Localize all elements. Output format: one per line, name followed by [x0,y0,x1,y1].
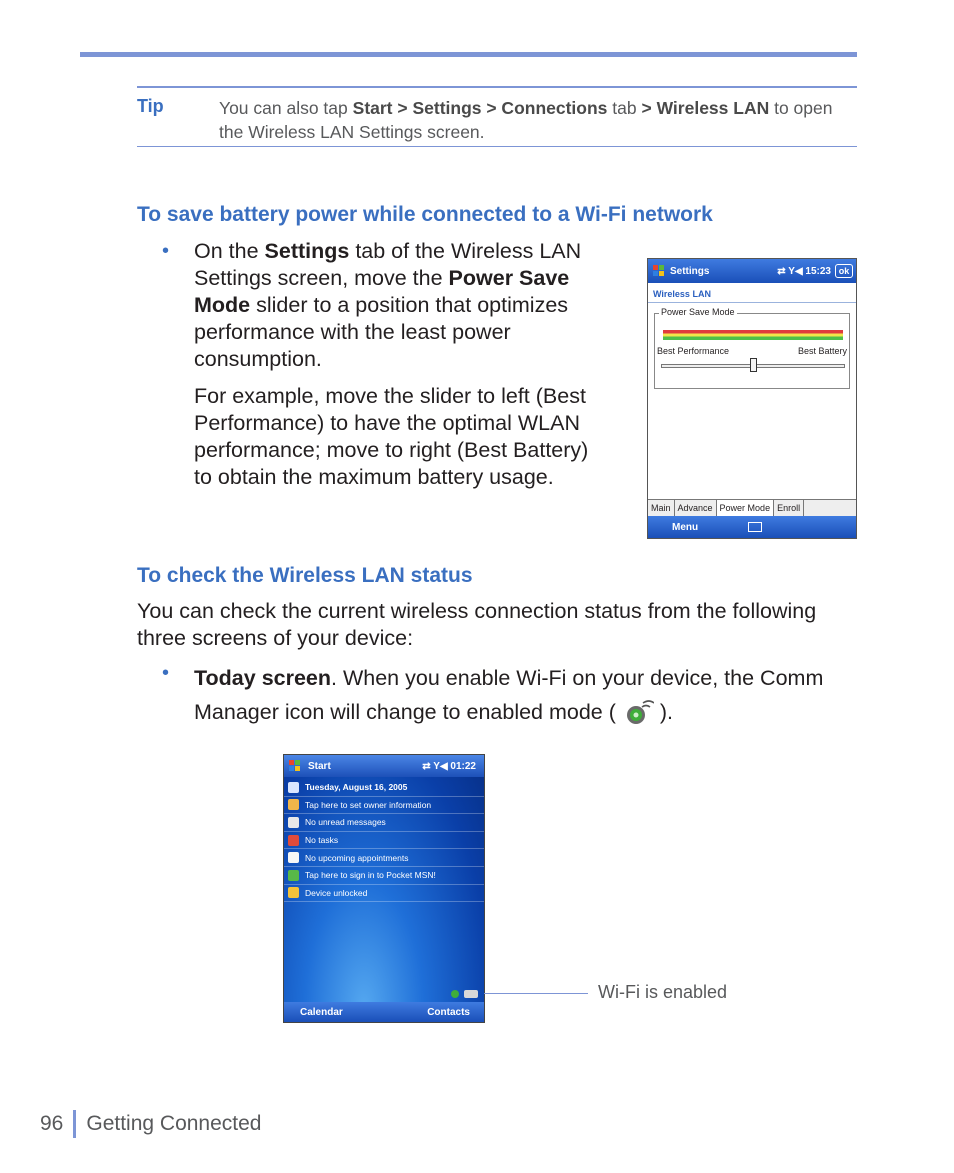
comm-manager-status-icon[interactable] [450,989,480,999]
callout-leader-line [484,993,588,994]
today-status: ⇄ Y◀ 01:22 [422,760,476,772]
best-battery-label: Best Battery [797,346,847,356]
settings-title-bar [648,259,856,283]
today-row[interactable] [284,885,484,903]
today-row-icon [288,852,299,863]
battery-example: For example, move the slider to left (Best Performance) to have the optimal WLAN performance; move to right (Best Battery) to obtain the maximum battery usage. [194,384,589,489]
settings-menu-bar [648,516,857,538]
today-screen-item: Today screen. When you enable Wi-Fi on your device, the Comm Manager icon will change to enabled mode ( ). [194,661,834,729]
tab-main[interactable]: Main [648,500,675,517]
today-row-text: No tasks [305,835,339,846]
settings-screenshot [647,258,857,539]
today-row[interactable] [284,779,484,797]
power-save-group [654,307,850,389]
page-footer [40,1110,261,1138]
status-intro: You can check the current wireless connection status from the following three screens of your device: [137,599,817,650]
today-row-icon [288,799,299,810]
battery-instruction: On the Settings tab of the Wireless LAN Settings screen, move the Power Save Mode slider to a position that optimizes performance with the least power consumption. [194,239,582,371]
bullet-marker: • [162,662,170,684]
chapter-title: Getting Connected [86,1112,262,1135]
best-performance-label: Best Performance [657,346,730,356]
wireless-lan-subtitle: Wireless LAN [648,283,856,303]
section-heading-battery: To save battery power while connected to a Wi-Fi network [137,203,713,226]
today-row[interactable] [284,814,484,832]
tab-advance[interactable]: Advance [675,500,717,517]
power-gradient-bar [663,330,843,340]
today-menu-bar [284,1002,485,1022]
settings-status: ⇄ Y◀ 15:23 [777,265,831,277]
bullet-marker: • [162,240,170,262]
today-row-icon [288,782,299,793]
today-row-text: Device unlocked [305,887,368,898]
wifi-enabled-callout: Wi-Fi is enabled [598,982,728,1002]
today-row[interactable] [284,867,484,885]
windows-flag-icon [652,264,666,278]
today-row[interactable] [284,832,484,850]
today-row-icon [288,870,299,881]
today-row-icon [288,817,299,828]
today-row[interactable] [284,849,484,867]
tip-box [137,86,857,147]
settings-tabs [648,499,857,517]
power-slider-thumb[interactable] [750,358,757,372]
today-screenshot [283,754,485,1023]
calendar-softkey[interactable]: Calendar [300,1006,343,1018]
today-row-icon [288,835,299,846]
top-rule [80,52,857,57]
windows-flag-icon[interactable] [288,759,302,773]
tab-enroll[interactable]: Enroll [774,500,804,517]
menu-softkey[interactable]: Menu [672,521,699,533]
tip-label: Tip [137,96,164,116]
today-row-text: Tap here to set owner information [305,799,432,810]
section-heading-status: To check the Wireless LAN status [137,564,473,587]
page-number: 96 [40,1112,64,1135]
today-row[interactable] [284,797,484,815]
today-row-text: Tap here to sign in to Pocket MSN! [305,870,436,881]
today-row-text: No unread messages [305,817,386,828]
footer-divider [73,1110,76,1138]
tip-text: You can also tap Start > Settings > Connections tab > Wireless LAN to open the Wireless LAN Settings screen. [219,98,833,142]
today-title-bar [284,755,484,777]
contacts-softkey[interactable]: Contacts [427,1006,470,1018]
power-save-label: Power Save Mode [661,307,735,317]
comm-manager-enabled-icon [622,698,654,728]
today-items [284,779,484,902]
tab-power-mode[interactable]: Power Mode [717,500,775,517]
keyboard-icon[interactable] [748,522,762,532]
today-row-icon [288,887,299,898]
start-label[interactable]: Start [308,760,331,772]
ok-button[interactable]: ok [835,264,853,278]
today-row-text: Tuesday, August 16, 2005 [305,782,408,793]
settings-title: Settings [670,265,710,277]
today-row-text: No upcoming appointments [305,852,409,863]
